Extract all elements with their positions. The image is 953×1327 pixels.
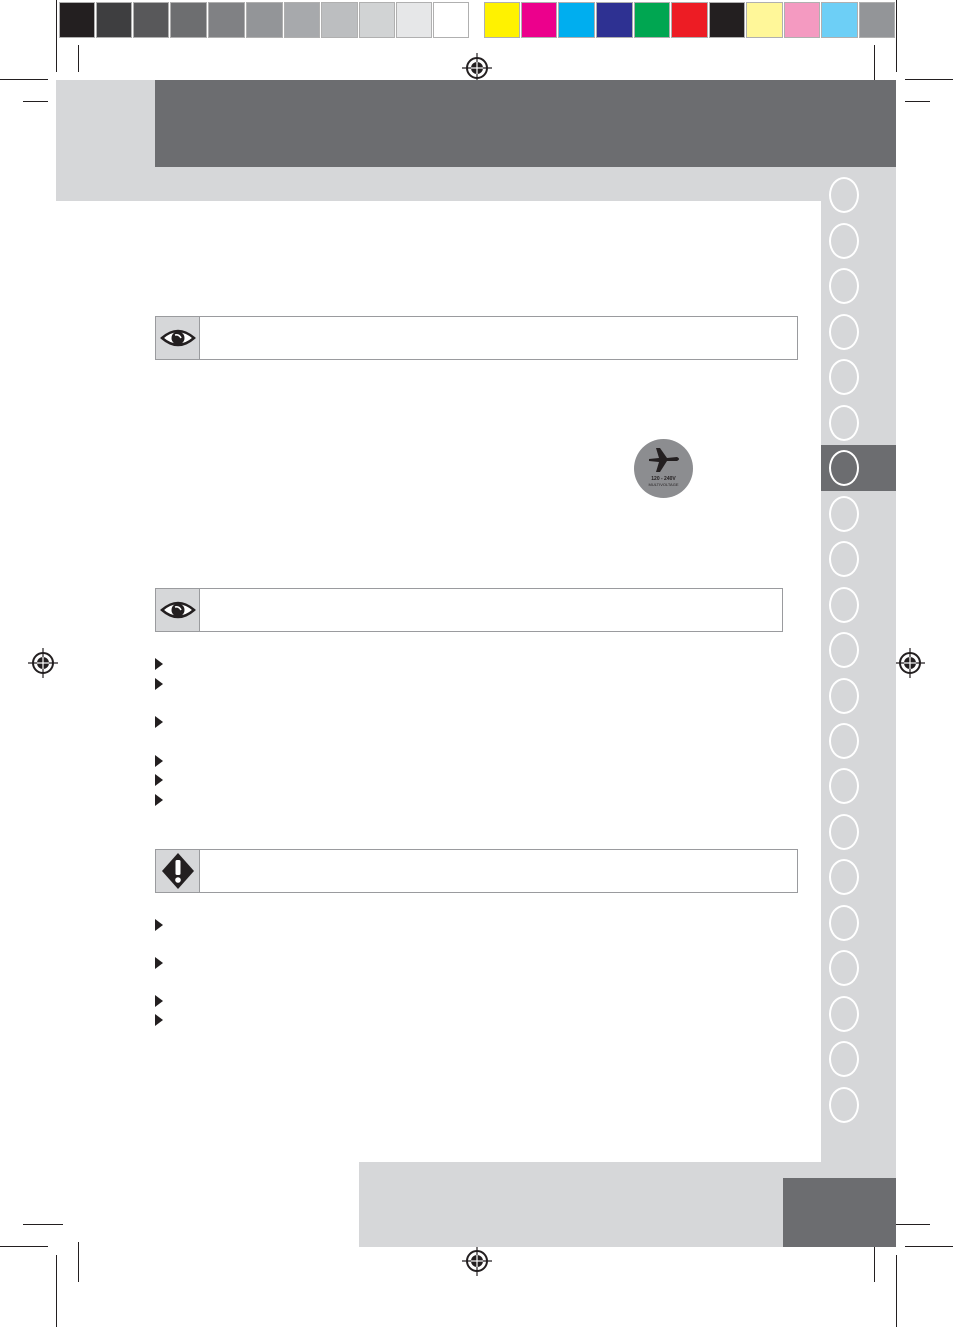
registration-mark-icon [462,53,492,83]
bullet-arrow-icon [155,1014,163,1026]
crop-mark [0,1246,48,1247]
language-tab[interactable] [829,1041,859,1077]
crop-mark [896,0,897,72]
language-tab[interactable] [829,814,859,850]
crop-mark [905,1246,953,1247]
language-tab[interactable] [829,314,859,350]
page-number-box [783,1178,896,1247]
crop-mark [874,1242,875,1282]
airplane-icon [647,446,681,474]
gray-swatch [284,2,320,38]
bullet-arrow-icon [155,678,163,690]
language-tab[interactable] [829,587,859,623]
language-tab[interactable] [829,632,859,668]
language-tab[interactable] [829,359,859,395]
crop-mark [78,1242,79,1282]
badge-multivoltage-label: MULTIVOLTAGE [648,482,679,487]
language-tab[interactable] [829,768,859,804]
crop-mark [905,101,930,102]
color-swatch [859,2,895,38]
language-tab[interactable] [829,678,859,714]
language-tab[interactable] [829,1087,859,1123]
multivoltage-badge [634,439,693,498]
color-swatch [784,2,820,38]
language-tab[interactable] [829,905,859,941]
color-swatch [521,2,557,38]
gray-swatch [208,2,245,38]
crop-mark [874,45,875,85]
note-icon-cell [156,317,200,359]
crop-mark [896,1255,897,1327]
badge-voltage-label: 120 - 240V [651,476,676,482]
language-tab[interactable] [829,177,859,213]
note-icon-cell [156,850,200,892]
crop-mark [23,101,48,102]
bullet-arrow-icon [155,919,163,931]
bullet-arrow-icon [155,716,163,728]
crop-mark [23,1224,63,1225]
language-tab[interactable] [829,496,859,532]
gray-swatch [433,2,469,38]
warning-box [155,849,798,893]
crop-mark [56,1255,57,1327]
color-swatch [558,2,595,38]
crop-mark [78,45,79,72]
bullet-arrow-icon [155,658,163,670]
gray-swatch [59,2,95,38]
gray-swatch [246,2,283,38]
language-tab[interactable] [829,268,859,304]
language-tab[interactable] [829,723,859,759]
language-tab-active[interactable] [829,450,859,486]
gray-swatch [321,2,358,38]
color-swatch [746,2,783,38]
header-title-bar [155,80,896,167]
language-tab[interactable] [829,996,859,1032]
color-swatch [596,2,633,38]
registration-mark-icon [28,648,58,678]
color-swatch [634,2,670,38]
gray-swatch [396,2,432,38]
bullet-arrow-icon [155,794,163,806]
bullet-arrow-icon [155,957,163,969]
gray-swatch [96,2,132,38]
color-swatch [671,2,708,38]
bullet-arrow-icon [155,774,163,786]
registration-mark-icon [462,1246,492,1276]
language-tab[interactable] [829,405,859,441]
gray-swatch [359,2,395,38]
crop-mark [905,79,953,80]
eye-icon [160,598,196,622]
crop-mark [56,0,57,72]
note-icon-cell [156,589,200,631]
color-swatch [821,2,858,38]
color-swatch [709,2,745,38]
warning-icon [161,852,195,890]
language-tab[interactable] [829,859,859,895]
crop-mark [0,79,48,80]
bullet-arrow-icon [155,755,163,767]
color-swatch [484,2,520,38]
note-box [155,588,783,632]
gray-swatch [170,2,207,38]
language-tab[interactable] [829,541,859,577]
registration-mark-icon [895,648,925,678]
note-box [155,316,798,360]
bullet-arrow-icon [155,995,163,1007]
language-tab[interactable] [829,950,859,986]
language-tab[interactable] [829,223,859,259]
gray-swatch [133,2,169,38]
eye-icon [160,326,196,350]
